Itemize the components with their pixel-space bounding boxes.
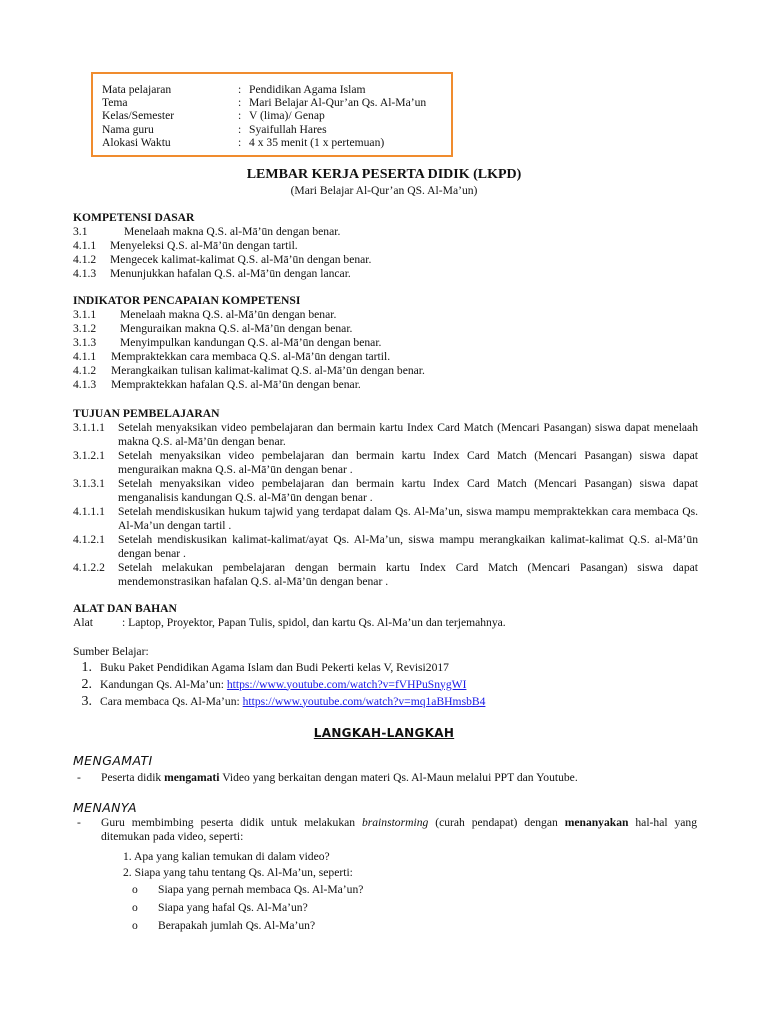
text-part: (curah pendapat) dengan: [428, 816, 565, 829]
circle-bullet-icon: o: [132, 883, 138, 896]
alat-row: [73, 616, 698, 630]
item-number: 3.1.2: [73, 322, 97, 335]
section-heading: INDIKATOR PENCAPAIAN KOMPETENSI: [73, 294, 301, 307]
mengamati-heading: MENGAMATI: [73, 753, 153, 768]
item-number: 1.: [81, 659, 92, 675]
item-text: Cara membaca Qs. Al-Ma’un:: [100, 694, 243, 708]
item-number: 3.1: [73, 225, 88, 238]
list-item: [73, 336, 698, 350]
list-item: [73, 239, 698, 253]
menanya-text: [101, 816, 697, 844]
item-number: 3.1.3.1: [73, 477, 105, 490]
item-number: 4.1.2.2: [73, 561, 105, 574]
info-label: Mata pelajaran: [102, 83, 172, 96]
item-text: Menelaah makna Q.S. al-Mā’ūn dengan benar.: [120, 308, 337, 321]
item-text: Menelaah makna Q.S. al-Mā’ūn dengan benar.: [124, 225, 341, 238]
dash-bullet: -: [77, 771, 81, 784]
item-text: Buku Paket Pendidikan Agama Islam dan Budi Pekerti kelas V, Revisi2017: [100, 660, 449, 674]
menanya-heading: MENANYA: [73, 800, 137, 815]
mengamati-text: [101, 771, 697, 785]
item-text: Setelah menyaksikan video pembelajaran dan bermain kartu Index Card Match (Mencari Pasangan) siswa dapat menelaah makna Q.S. al-Mā’ūn dengan benar.: [118, 421, 698, 448]
mengamati-item: [73, 771, 697, 785]
info-value: V (lima)/ Genap: [249, 109, 325, 123]
italic-text: brainstorming: [361, 816, 429, 829]
list-item: [73, 449, 698, 477]
text-part: hal-hal yang ditemukan pada video, seperti:: [101, 816, 697, 843]
bullet-text: Siapa yang hafal Qs. Al-Ma’un?: [158, 901, 308, 914]
tujuan-section: [73, 407, 698, 589]
item-number: 3.: [81, 693, 92, 709]
info-label: Nama guru: [102, 122, 154, 136]
item-number: 4.1.3: [73, 267, 97, 280]
item-number: 4.1.2: [73, 364, 97, 377]
document-title: LEMBAR KERJA PESERTA DIDIK (LKPD): [246, 167, 522, 182]
youtube-link[interactable]: https://www.youtube.com/watch?v=mq1aBHmsbB4: [242, 694, 486, 708]
bullet-item: [132, 919, 315, 933]
list-item: [73, 364, 698, 378]
list-item: [73, 421, 698, 449]
item-number: 3.1.1: [73, 308, 97, 321]
identity-box: [91, 72, 453, 157]
menanya-item: [73, 816, 697, 844]
text-part: Video yang berkaitan dengan materi Qs. Al-Maun melalui PPT dan Youtube.: [219, 771, 578, 784]
info-value: Pendidikan Agama Islam: [249, 83, 366, 96]
item-text: Menyeleksi Q.S. al-Mā’ūn dengan tartil.: [110, 239, 298, 252]
item-number: 2.: [81, 676, 92, 692]
alat-label: Alat: [73, 616, 93, 629]
circle-bullet-icon: o: [132, 919, 138, 932]
list-item: [73, 225, 698, 239]
item-number: 3.1.3: [73, 336, 97, 349]
question-item: 1. Apa yang kalian temukan di dalam video?: [123, 850, 330, 863]
item-text: Setelah mendiskusikan kalimat-kalimat/ayat Qs. Al-Ma’un, siswa mampu merangkaikan kalimat-kalimat Q.S. al-Mā’ūn dengan benar .: [118, 533, 698, 560]
section-heading: ALAT DAN BAHAN: [73, 602, 177, 615]
list-item: [73, 659, 698, 676]
item-number: 3.1.2.1: [73, 449, 105, 462]
info-separator: :: [238, 122, 242, 136]
item-number: 4.1.3: [73, 378, 97, 391]
list-item: [73, 561, 698, 589]
alat-section: [73, 602, 698, 630]
info-value: 4 x 35 menit (1 x pertemuan): [249, 135, 385, 149]
info-label: Alokasi Waktu: [102, 135, 171, 149]
list-item: [73, 267, 698, 281]
bullet-item: [132, 901, 308, 915]
info-label: Kelas/Semester: [102, 109, 175, 123]
bullet-text: Berapakah jumlah Qs. Al-Ma’un?: [158, 919, 316, 932]
item-text: Kandungan Qs. Al-Ma’un:: [100, 677, 227, 691]
info-separator: :: [238, 109, 242, 123]
document-subtitle: (Mari Belajar Al-Qur’an QS. Al-Ma’un): [290, 184, 478, 197]
kompetensi-dasar-section: [73, 211, 698, 281]
list-item: [73, 676, 698, 693]
info-value: Mari Belajar Al-Qur’an Qs. Al-Ma’un: [249, 96, 427, 110]
item-text: Setelah melakukan pembelajaran dengan bermain kartu Index Card Match (Mencari Pasangan) siswa dapat mendemonstrasikan hafalan Q.S. al-Mā’ūn dengan benar .: [118, 561, 698, 588]
bold-text: menanyakan: [564, 816, 629, 829]
info-value: Syaifullah Hares: [249, 122, 327, 136]
indikator-section: [73, 294, 698, 392]
list-item: [73, 253, 698, 267]
item-text: Mengecek kalimat-kalimat Q.S. al-Mā’ūn dengan benar.: [110, 253, 372, 266]
alat-text: : Laptop, Proyektor, Papan Tulis, spidol, dan kartu Qs. Al-Ma’un dan terjemahnya.: [122, 616, 506, 629]
bold-text: mengamati: [164, 771, 220, 784]
list-item: [73, 533, 698, 561]
item-text: Setelah menyaksikan video pembelajaran dan bermain kartu Index Card Match (Mencari Pasangan) siswa dapat menganalisis kandungan Q.S. al-Mā’ūn dengan benar .: [118, 477, 698, 504]
list-item: [73, 308, 698, 322]
item-text: Menyimpulkan kandungan Q.S. al-Mā’ūn dengan benar.: [120, 336, 382, 349]
list-item: [73, 693, 698, 710]
question-item: 2. Siapa yang tahu tentang Qs. Al-Ma’un, seperti:: [123, 866, 353, 879]
item-number: 4.1.2: [73, 253, 97, 266]
info-row: [102, 109, 443, 122]
list-item: [73, 378, 698, 392]
list-item: [73, 505, 698, 533]
langkah-heading: LANGKAH-LANGKAH: [313, 726, 455, 740]
item-text: Menguraikan makna Q.S. al-Mā’ūn dengan benar.: [120, 322, 353, 335]
item-text: Mempraktekkan hafalan Q.S. al-Mā’ūn dengan benar.: [111, 378, 361, 391]
info-row: [102, 96, 443, 109]
list-item: [73, 477, 698, 505]
dash-bullet: -: [77, 816, 81, 829]
info-separator: :: [238, 96, 242, 110]
section-heading: Sumber Belajar:: [73, 645, 149, 658]
bullet-text: Siapa yang pernah membaca Qs. Al-Ma’un?: [158, 883, 364, 896]
text-part: Peserta didik: [101, 771, 165, 784]
info-row: [102, 136, 443, 149]
circle-bullet-icon: o: [132, 901, 138, 914]
item-text: Setelah menyaksikan video pembelajaran dan bermain kartu Index Card Match (Mencari Pasangan) siswa dapat menguraikan makna Q.S. al-Mā’ūn dengan benar .: [118, 449, 698, 476]
info-separator: :: [238, 135, 242, 149]
item-text: Setelah mendiskusikan hukum tajwid yang terdapat dalam Qs. Al-Ma’un, siswa mampu mempraktekkan cara membaca Qs. Al-Ma’un dengan tartil .: [118, 505, 698, 532]
item-text: Merangkaikan tulisan kalimat-kalimat Q.S. al-Mā’ūn dengan benar.: [111, 364, 425, 377]
info-label: Tema: [102, 96, 128, 110]
list-item: [73, 322, 698, 336]
info-row: [102, 123, 443, 136]
text-part: Guru membimbing peserta didik untuk melakukan: [101, 816, 362, 829]
item-number: 3.1.1.1: [73, 421, 105, 434]
section-heading: KOMPETENSI DASAR: [73, 211, 195, 224]
item-text: Menunjukkan hafalan Q.S. al-Mā’ūn dengan lancar.: [110, 267, 351, 280]
info-separator: :: [238, 83, 242, 96]
item-number: 4.1.2.1: [73, 533, 105, 546]
item-text: Mempraktekkan cara membaca Q.S. al-Mā’ūn dengan tartil.: [111, 350, 391, 363]
item-number: 4.1.1: [73, 239, 97, 252]
item-number: 4.1.1.1: [73, 505, 105, 518]
section-heading: TUJUAN PEMBELAJARAN: [73, 407, 220, 420]
info-row: [102, 83, 443, 96]
list-item: [73, 350, 698, 364]
item-number: 4.1.1: [73, 350, 97, 363]
bullet-item: [132, 883, 363, 897]
sumber-section: [73, 645, 698, 710]
youtube-link[interactable]: https://www.youtube.com/watch?v=fVHPuSnygWI: [226, 677, 467, 691]
